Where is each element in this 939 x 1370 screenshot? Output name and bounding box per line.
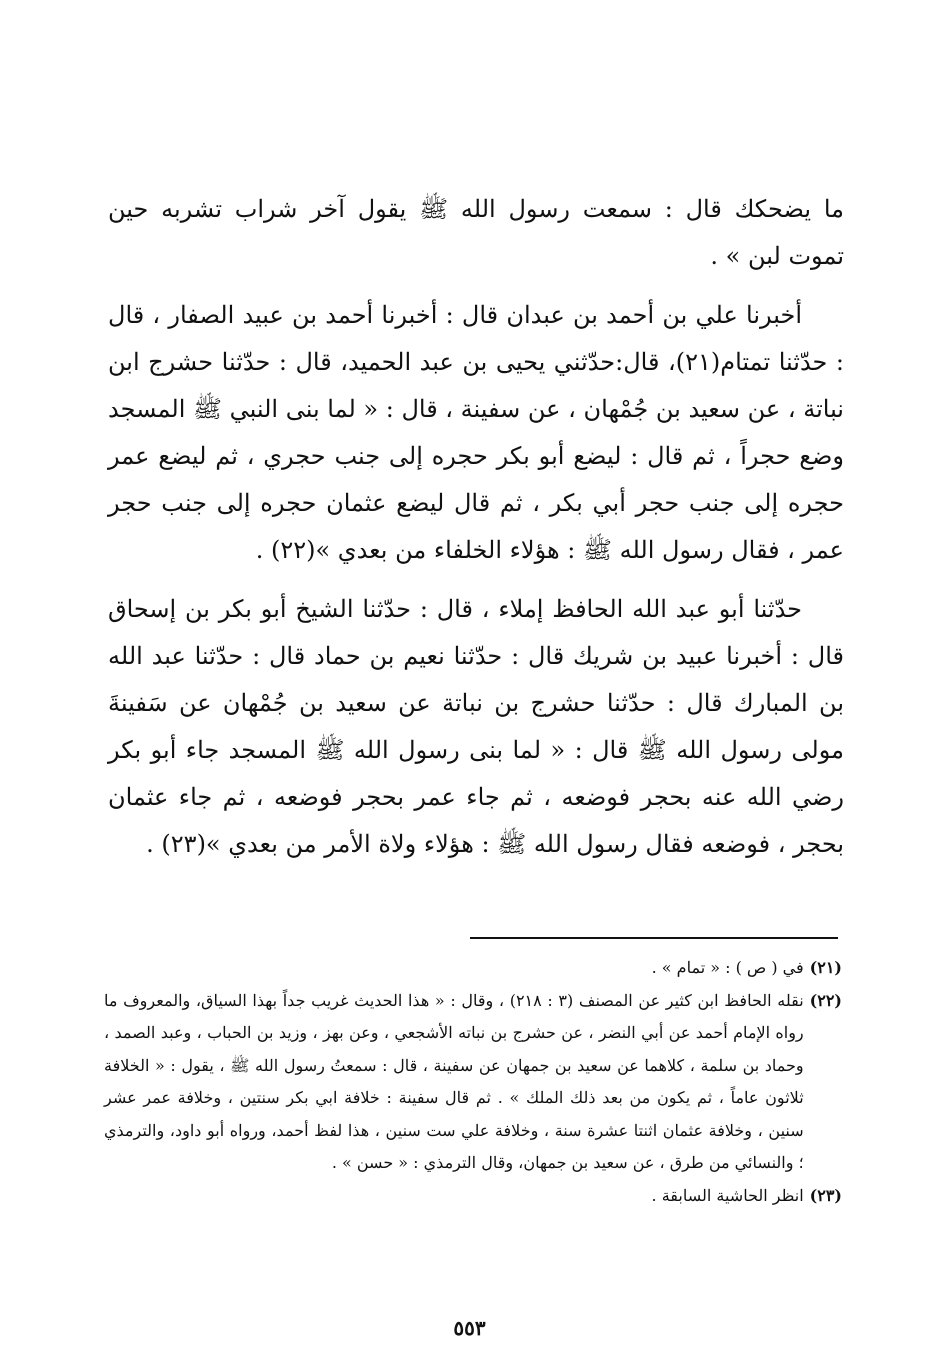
footnote-number: (٢٣) (809, 1185, 842, 1205)
footnote-number: (٢١) (809, 958, 842, 977)
footnote-text: في ( ص ) : « تمام » . (651, 958, 804, 977)
footnote-divider (470, 937, 838, 939)
footnote-21 (104, 952, 842, 985)
paragraph-hadith-2: حدّثنا أبو عبد الله الحافظ إملاء ، قال : حدّثنا الشيخ أبو بكر بن إسحاق قال : أخبرنا عبيد بن شريك قال : حدّثنا نعيم بن حماد قال : حدّثنا عبد الله بن المبارك قال : حدّثنا حشرج بن نباتة عن سعيد بن جُمْهان عن سَفينةَ مولى رسول الله ﷺ قال : « لما بنى رسول الله ﷺ المسجد جاء أبو بكر رضي الله عنه بحجر فوضعه ، ثم جاء عمر بحجر فوضعه ، ثم جاء عثمان بحجر ، فوضعه فقال رسول الله ﷺ : هؤلاء ولاة الأمر من بعدي »(٢٣) . (108, 595, 844, 858)
paragraph-hadith-1: أخبرنا علي بن أحمد بن عبدان قال : أخبرنا أحمد بن عبيد الصفار ، قال : حدّثنا تمتام(٢١)، قال:حدّثني يحيى بن عبد الحميد، قال : حدّثنا حشرج ابن نباتة ، عن سعيد بن جُمْهان ، عن سفينة ، قال : « لما بنى النبي ﷺ المسجد وضع حجراً ، ثم قال : ليضع أبو بكر حجره إلى جنب حجري ، ثم ليضع عمر حجره إلى جنب حجر أبي بكر ، ثم قال ليضع عثمان حجره إلى جنب حجر عمر ، فقال رسول الله ﷺ : هؤلاء الخلفاء من بعدي »(٢٢) . (108, 301, 844, 564)
footnotes-section (104, 952, 842, 1212)
footnote-text: انظر الحاشية السابقة . (651, 1185, 804, 1205)
footnote-number: (٢٢) (809, 990, 842, 1010)
main-text-body (108, 186, 844, 868)
paragraph-continuation: ما يضحكك قال : سمعت رسول الله ﷺ يقول آخر شراب تشربه حين تموت لبن » . (108, 195, 844, 270)
page-number: ٥٥٣ (453, 1316, 486, 1340)
footnote-text: نقله الحافظ ابن كثير عن المصنف (٣ : ٢١٨) ، وقال : « هذا الحديث غريب جداً بهذا السياق، والمعروف ما رواه الإمام أحمد عن أبي النضر ، عن حشرج بن نباته الأشجعي ، وعن بهز ، وزيد بن الحباب ، وعبد الصمد ، وحماد بن سلمة ، كلاهما عن سعيد بن جمهان عن سفينة ، قال : سمعتُ رسول الله ﷺ ، يقول : « الخلافة ثلاثون عاماً ، ثم يكون من بعد ذلك الملك » . ثم قال سفينة : خلافة ابي بكر سنتين ، وخلافة عمر عشر سنين ، وخلافة عثمان اثنتا عشرة سنة ، وخلافة علي ست سنين ، هذا لفظ أحمد، ورواه أبو داود، والترمذي ؛ والنسائي من طرق ، عن سعيد بن جمهان، وقال الترمذي : « حسن » . (104, 990, 804, 1172)
footnote-23 (104, 1180, 842, 1213)
footnote-22 (104, 985, 842, 1180)
